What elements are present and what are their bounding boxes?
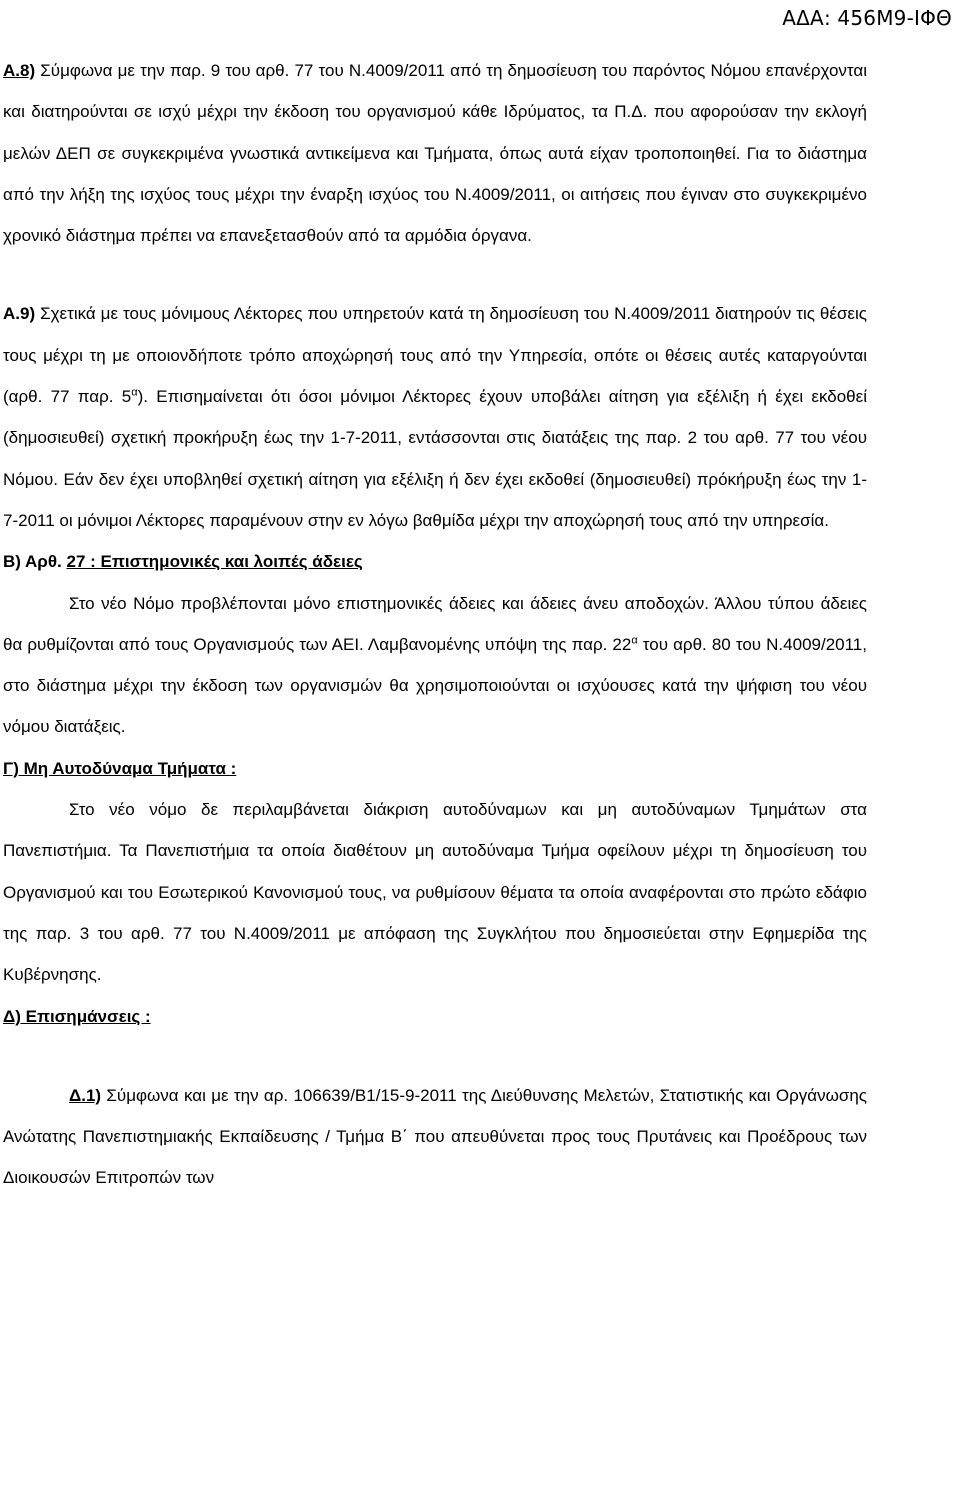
section-d1	[3, 1075, 867, 1199]
section-b-body	[3, 583, 867, 748]
section-b-superscript: α	[631, 634, 638, 647]
section-d-title: Δ) Επισημάνσεις :	[3, 1006, 151, 1026]
ada-code: ΑΔΑ: 456Μ9-ΙΦΘ	[782, 6, 952, 30]
section-a9-label: Α.9)	[3, 304, 36, 324]
document-body	[3, 50, 867, 1199]
section-b-heading	[3, 541, 867, 582]
section-a8-text: Σύμφωνα με την παρ. 9 του αρθ. 77 του Ν.4009/2011 από τη δημοσίευση του παρόντος Νόμου επανέρχονται και διατηρούνται σε ισχύ μέχρι την έκδοση του οργανισμού κάθε Ιδρύματος, τα Π.Δ. που αφορούσαν την εκλογή μελών ΔΕΠ σε συγκεκριμένα γνωστικά αντικείμενα και Τμήματα, όπως αυτά είχαν τροποποιηθεί. Για το διάστημα από την λήξη της ισχύος τους μέχρι την έναρξη ισχύος του Ν.4009/2011, οι αιτήσεις που έγιναν στο συγκεκριμένο χρονικό διάστημα πρέπει να επανεξετασθούν από τα αρμόδια όργανα.	[3, 61, 867, 246]
section-a9-text-1: Σχετικά με τους μόνιμους Λέκτορες που υπηρετούν κατά τη δημοσίευση του Ν.4009/2011 διατηρούν τις θέσεις τους μέχρι τη με οποιονδήποτε τρόπο αποχώρησή τους από την Υπηρεσία, οπότε οι θέσεις αυτές καταργούνται (αρθ. 77 παρ. 5	[3, 304, 867, 407]
section-g-body: Στο νέο νόμο δε περιλαμβάνεται διάκριση αυτοδύναμων και μη αυτοδύναμων Τμημάτων στα Πανεπιστήμια. Τα Πανεπιστήμια τα οποία διαθέτουν μη αυτοδύναμα Τμήμα οφείλουν μέχρι τη δημοσίευση του Οργανισμού και του Εσωτερικού Κανονισμού τους, να ρυθμίσουν θέματα τα οποία αναφέρονται στο πρώτο εδάφιο της παρ. 3 του αρθ. 77 του Ν.4009/2011 με απόφαση της Συγκλήτου που δημοσιεύεται στην Εφημερίδα της Κυβέρνησης.	[3, 800, 867, 985]
section-a8	[3, 50, 867, 256]
section-b-label: Β) Αρθ.	[3, 552, 62, 572]
section-a9-superscript: α	[131, 386, 138, 399]
section-d1-text: Σύμφωνα και με την αρ. 106639/Β1/15-9-2011 της Διεύθυνσης Μελετών, Στατιστικής και Οργάνωσης Ανώτατης Πανεπιστημιακής Εκπαίδευσης / Τμήμα Β΄ που απευθύνεται προς τους Πρυτάνεις και Προέδρους των Διοικουσών Επιτροπών των	[3, 1085, 867, 1188]
section-a8-label: Α.8)	[3, 61, 36, 80]
section-a9	[3, 293, 867, 541]
section-d1-label: Δ.1)	[69, 1085, 102, 1105]
section-b-title: 27 : Επιστημονικές και λοιπές άδειες	[66, 552, 363, 572]
section-b-text-1: Στο νέο Νόμο προβλέπονται μόνο επιστημονικές άδειες και άδειες άνευ αποδοχών. Άλλου τύπου άδειες θα ρυθμίζονται από τους Οργανισμούς των ΑΕΙ. Λαμβανομένης υπόψη της παρ. 22	[3, 593, 867, 654]
section-g-heading	[3, 748, 867, 789]
section-d-heading	[3, 996, 867, 1037]
section-a9-text-2: ). Επισημαίνεται ότι όσοι μόνιμοι Λέκτορες έχουν υποβάλει αίτηση για εξέλιξη ή έχει εκδοθεί (δημοσιευθεί) σχετική προκήρυξη έως την 1-7-2011, εντάσσονται στις διατάξεις της παρ. 2 του αρθ. 77 του νέου Νόμου. Εάν δεν έχει υποβληθεί σχετική αίτηση για εξέλιξη ή δεν έχει εκδοθεί (δημοσιευθεί) πρόκήρυξη έως την 1-7-2011 οι μόνιμοι Λέκτορες παραμένουν στην εν λόγω βαθμίδα μέχρι την αποχώρησή τους από την υπηρεσία.	[3, 387, 867, 530]
section-b-text-2: του αρθ. 80 του Ν.4009/2011, στο διάστημα μέχρι την έκδοση των οργανισμών θα χρησιμοποιούνται οι ισχύουσες κατά την ψήφιση του νέου νόμου διατάξεις.	[3, 634, 867, 737]
section-g-title: Γ) Μη Αυτοδύναμα Τμήματα :	[3, 758, 237, 778]
